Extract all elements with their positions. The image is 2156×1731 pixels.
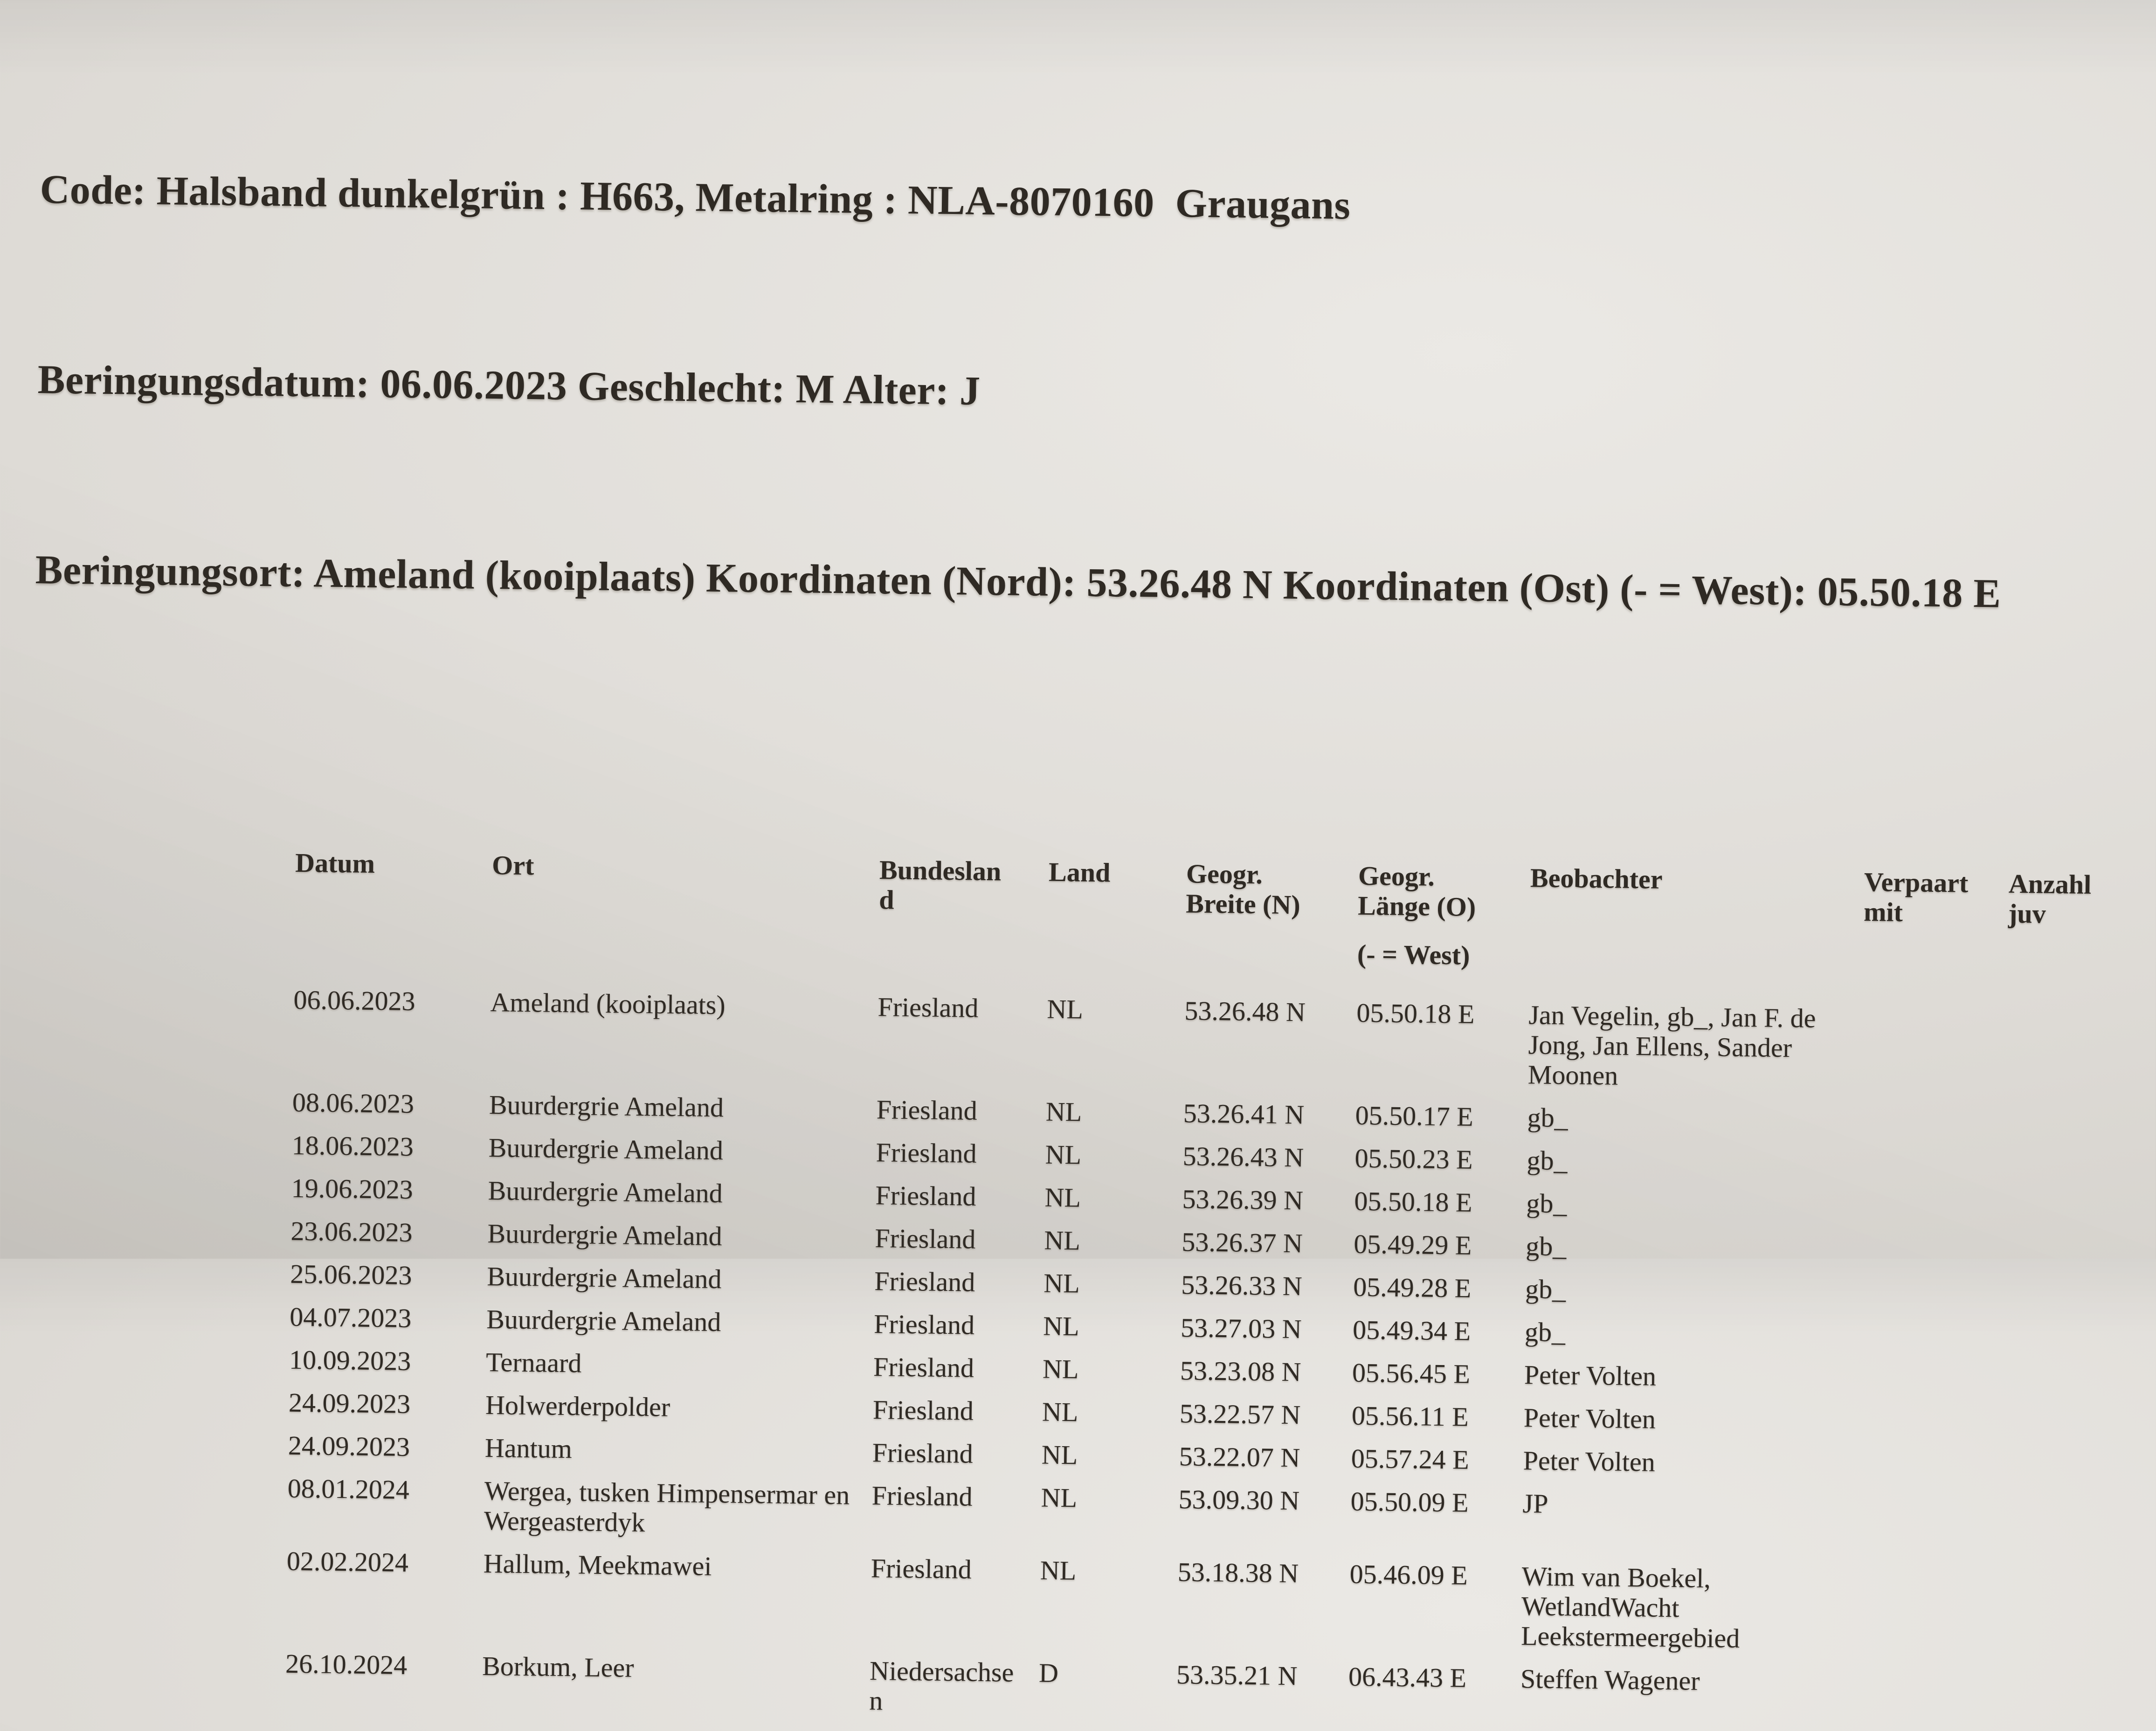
cell-geogr-breite: 53.26.39 N [1182,1184,1304,1216]
cell-beobachter: Wim van Boekel, WetlandWacht Leekstermeergebied [1520,1561,1740,1654]
cell-geogr-breite: 53.35.21 N [1176,1659,1298,1691]
cell-geogr-breite: 53.26.37 N [1182,1227,1303,1259]
cell-anzahl-juv [2004,1237,2142,1239]
cell-verpaart-mit [1859,1278,2004,1280]
cell-verpaart-mit [1861,1150,2005,1152]
cell-geogr-breite: 53.22.07 N [1179,1441,1300,1473]
cell-verpaart-mit [1858,1364,2003,1366]
cell-beobachter: gb_ [1524,1317,1566,1348]
cell-geogr-laenge: 05.49.29 E [1354,1228,1472,1261]
sighting-row [293,985,2144,1097]
sighting-row [289,1345,2140,1397]
ring-info-header [34,31,2156,754]
cell-land: NL [1044,1182,1081,1213]
sighting-row [290,1302,2140,1354]
cell-land: NL [1047,993,1084,1025]
cell-beobachter: Steffen Wagener [1520,1663,1700,1696]
cell-anzahl-juv [2005,1194,2142,1196]
sighting-row [291,1173,2142,1226]
cell-anzahl-juv [2001,1495,2138,1497]
cell-ort: Borkum, Leer [482,1650,634,1683]
cell-datum: 08.01.2024 [287,1473,410,1505]
cell-geogr-breite: 53.26.33 N [1181,1269,1303,1302]
cell-anzahl-juv [2000,1567,2137,1569]
cell-geogr-breite: 53.18.38 N [1177,1557,1299,1589]
cell-verpaart-mit [1857,1450,2002,1452]
cell-land: NL [1041,1439,1078,1470]
cell-datum: 08.06.2023 [292,1087,415,1119]
cell-verpaart-mit [1857,1493,2001,1495]
column-header-label: Ort [491,850,534,881]
cell-land: NL [1040,1555,1077,1586]
cell-verpaart-mit [1858,1407,2002,1409]
cell-ort: Hantum [484,1432,573,1464]
document-page [0,31,2156,1731]
cell-datum: 06.06.2023 [293,984,416,1017]
column-header-verpaart-mit [1864,867,2009,929]
cell-bundesland: Friesland [873,1352,974,1383]
cell-bundesland: Friesland [875,1223,976,1255]
cell-land: NL [1042,1396,1078,1428]
column-header-ort [492,850,880,885]
cell-datum: 10.09.2023 [289,1344,411,1376]
cell-anzahl-juv [2006,1109,2143,1110]
cell-geogr-breite: 53.26.43 N [1182,1141,1304,1173]
sighting-row [290,1216,2141,1269]
cell-geogr-breite: 53.22.57 N [1179,1398,1301,1430]
cell-ort: Buurdergrie Ameland [489,1089,724,1123]
header-line-code: Code: Halsband dunkelgrün : H663, Metalring : NLA-8070160 Graugans [40,167,1351,228]
table-body [285,985,2144,1731]
cell-datum: 24.09.2023 [288,1430,410,1462]
cell-geogr-laenge: 05.50.23 E [1354,1143,1473,1175]
cell-geogr-breite: 53.27.03 N [1180,1312,1302,1345]
column-header-geogr-breite [1186,859,1359,920]
cell-beobachter: Peter Volten [1524,1359,1657,1392]
column-header-anzahl-juv [2008,869,2146,931]
cell-bundesland: Friesland [878,992,979,1023]
cell-geogr-laenge: 05.56.45 E [1352,1357,1471,1389]
column-header-label: Verpaart mit [1863,866,1969,927]
cell-geogr-breite: 53.26.41 N [1183,1098,1305,1130]
cell-ort: Ameland (kooiplaats) [490,987,726,1021]
cell-ort: Ternaard [485,1346,582,1379]
sighting-row [291,1131,2142,1183]
cell-bundesland: Niedersachsen [869,1655,1014,1716]
cell-land: NL [1043,1310,1079,1342]
cell-anzahl-juv [2004,1280,2141,1282]
cell-geogr-breite: 53.09.30 N [1178,1484,1300,1516]
column-header-label: Land [1048,856,1111,888]
cell-datum: 26.10.2024 [285,1648,408,1680]
table-header-row [294,848,2146,979]
cell-anzahl-juv [2003,1323,2140,1325]
cell-beobachter: Peter Volten [1523,1445,1656,1477]
cell-ort: Holwerderpolder [485,1389,670,1422]
cell-bundesland: Friesland [871,1553,972,1585]
cell-land: NL [1044,1225,1081,1256]
cell-geogr-laenge: 05.49.34 E [1352,1314,1471,1346]
cell-anzahl-juv [2002,1452,2139,1454]
cell-bundesland: Friesland [876,1137,977,1169]
sighting-row [292,1088,2143,1140]
cell-land: NL [1043,1268,1080,1299]
cell-verpaart-mit [1861,1107,2006,1109]
column-header-land [1049,857,1187,889]
header-line-ringing-date: Beringungsdatum: 06.06.2023 Geschlecht: M Alter: J [37,357,981,414]
column-header-geogr-laenge [1357,861,1531,971]
cell-geogr-laenge: 05.50.09 E [1350,1486,1469,1518]
cell-anzahl-juv [2003,1366,2140,1368]
sighting-row [286,1546,2137,1658]
sighting-row [289,1388,2139,1440]
column-header-label: Geogr. Länge (O) [1357,860,1476,922]
cell-geogr-laenge: 06.43.43 E [1348,1661,1467,1693]
cell-geogr-breite: 53.26.48 N [1184,995,1306,1028]
cell-geogr-laenge: 05.50.18 E [1356,997,1475,1029]
cell-ort: Buurdergrie Ameland [487,1261,722,1295]
cell-beobachter: JP [1522,1488,1548,1519]
cell-verpaart-mit [1863,1004,2007,1006]
cell-land: NL [1045,1096,1082,1127]
column-header-label: Bundesland [878,855,1002,915]
cell-verpaart-mit [1860,1193,2005,1194]
cell-anzahl-juv [2005,1152,2142,1153]
cell-datum: 02.02.2024 [286,1545,409,1578]
cell-land: NL [1042,1353,1079,1385]
cell-datum: 23.06.2023 [290,1215,413,1248]
sighting-row [290,1259,2141,1311]
cell-ort: Buurdergrie Ameland [488,1132,724,1166]
column-header-label: Datum [295,847,375,879]
header-line-ringing-place: Beringungsort: Ameland (kooiplaats) Koordinaten (Nord): 53.26.48 N Koordinaten (Ost) (- = West): 05.50.18 E [35,547,2002,617]
column-header-note: (- = West) [1357,938,1470,971]
cell-beobachter: gb_ [1526,1231,1567,1262]
cell-datum: 24.09.2023 [288,1387,411,1419]
cell-verpaart-mit [1859,1321,2003,1323]
cell-geogr-laenge: 05.56.11 E [1351,1400,1469,1432]
cell-datum: 18.06.2023 [291,1130,414,1162]
cell-ort: Wergea, tusken Himpensermar en Wergeasterdyk [484,1475,850,1538]
cell-land: NL [1045,1139,1082,1170]
column-header-datum [295,848,492,880]
cell-geogr-laenge: 05.50.17 E [1355,1100,1474,1132]
cell-bundesland: Friesland [876,1094,978,1126]
cell-anzahl-juv [2007,1006,2144,1008]
cell-verpaart-mit [1860,1235,2004,1237]
cell-beobachter: gb_ [1527,1145,1568,1176]
cell-bundesland: Friesland [872,1437,974,1469]
sighting-row [288,1431,2139,1483]
cell-ort: Buurdergrie Ameland [486,1303,721,1338]
column-header-label: Anzahl juv [2008,868,2092,929]
cell-anzahl-juv [1999,1670,2136,1672]
cell-bundesland: Friesland [872,1394,974,1426]
cell-beobachter: gb_ [1525,1274,1566,1305]
cell-land: NL [1041,1482,1078,1513]
cell-ort: Buurdergrie Ameland [488,1175,723,1209]
cell-beobachter: Peter Volten [1523,1402,1656,1434]
cell-geogr-laenge: 05.49.28 E [1353,1271,1472,1303]
cell-ort: Hallum, Meekmawei [483,1548,712,1581]
cell-geogr-laenge: 05.46.09 E [1349,1559,1468,1591]
cell-beobachter: gb_ [1527,1102,1569,1133]
cell-bundesland: Friesland [871,1480,973,1512]
column-header-label: Beobachter [1530,862,1663,895]
column-header-bundesland [879,855,1049,917]
column-header-beobachter [1530,863,1865,897]
cell-geogr-laenge: 05.57.24 E [1351,1443,1470,1475]
cell-bundesland: Friesland [874,1266,975,1297]
cell-geogr-breite: 53.23.08 N [1180,1355,1301,1387]
sighting-row [285,1649,2136,1731]
cell-bundesland: Friesland [875,1180,976,1212]
cell-datum: 19.06.2023 [291,1172,414,1205]
cell-bundesland: Friesland [873,1309,975,1340]
cell-datum: 25.06.2023 [290,1258,412,1290]
cell-datum: 04.07.2023 [289,1301,412,1333]
sighting-row [287,1474,2138,1556]
cell-land: D [1038,1657,1059,1688]
cell-ort: Buurdergrie Ameland [487,1218,723,1252]
cell-verpaart-mit [1854,1668,1999,1670]
cell-verpaart-mit [1856,1565,2000,1567]
cell-beobachter: gb_ [1526,1188,1567,1219]
cell-anzahl-juv [2002,1409,2139,1411]
column-header-label: Geogr. Breite (N) [1185,858,1301,920]
sightings-table [285,848,2146,1731]
cell-beobachter: Jan Vegelin, gb_, Jan F. de Jong, Jan Ellens, Sander Moonen [1527,1000,1816,1091]
cell-geogr-laenge: 05.50.18 E [1354,1186,1472,1218]
